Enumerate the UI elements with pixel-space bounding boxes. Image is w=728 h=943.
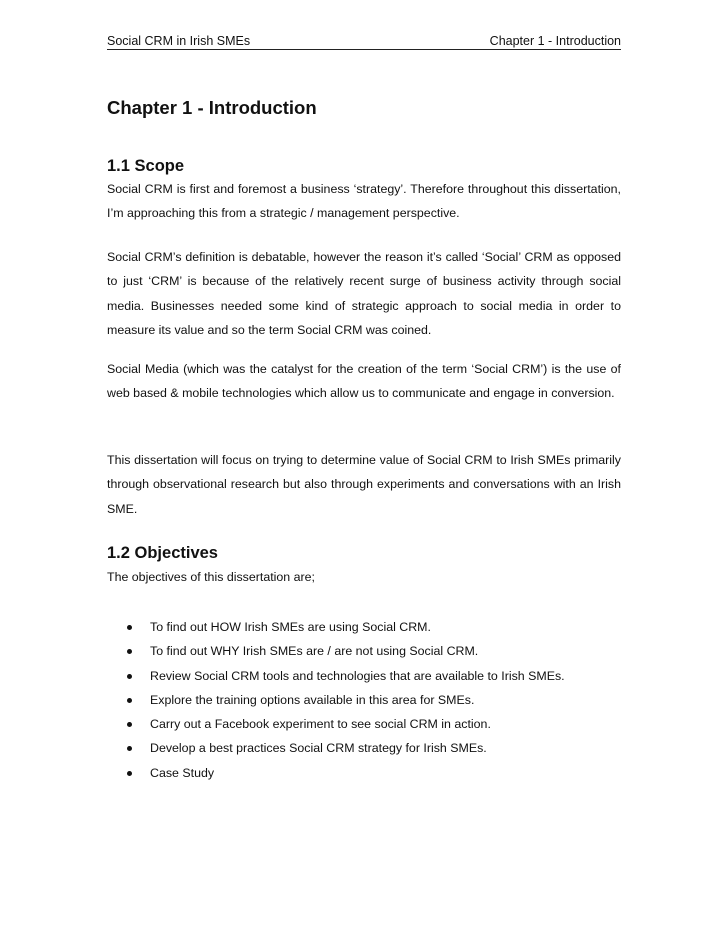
document-page bbox=[107, 0, 621, 943]
objectives-list bbox=[107, 615, 621, 785]
list-item-text: Review Social CRM tools and technologies that are available to Irish SMEs. bbox=[150, 668, 565, 683]
section-heading-objectives: 1.2 Objectives bbox=[107, 544, 218, 562]
header-chapter-label: Chapter 1 - Introduction bbox=[489, 34, 621, 48]
scope-paragraph-2: Social CRM’s definition is debatable, however the reason it’s called ‘Social’ CRM as opposed to just ‘CRM’ is because of the relatively recent surge of business activity through social media. Businesses needed some kind of strategic approach to social media in order to measure its value and so the term Social CRM was coined. bbox=[107, 250, 621, 337]
list-item-text: To find out HOW Irish SMEs are using Social CRM. bbox=[150, 620, 431, 634]
bullet-icon bbox=[127, 674, 132, 679]
running-header bbox=[107, 33, 621, 50]
chapter-title: Chapter 1 - Introduction bbox=[107, 97, 317, 118]
list-item bbox=[107, 615, 621, 639]
bullet-icon bbox=[127, 722, 132, 727]
list-item-text: Explore the training options available in this area for SMEs. bbox=[150, 692, 475, 707]
section-heading-scope: 1.1 Scope bbox=[107, 157, 185, 175]
list-item bbox=[107, 712, 621, 736]
list-item-text: Carry out a Facebook experiment to see social CRM in action. bbox=[150, 717, 491, 732]
scope-paragraph-1: Social CRM is first and foremost a business ‘strategy’. Therefore throughout this dissertation, I’m approaching this from a strategic / management perspective. bbox=[107, 182, 621, 221]
header-document-title: Social CRM in Irish SMEs bbox=[107, 34, 251, 48]
bullet-icon bbox=[127, 698, 132, 703]
scope-paragraph-4: This dissertation will focus on trying to determine value of Social CRM to Irish SMEs primarily through observational research but also through experiments and conversations with an Irish SME. bbox=[107, 453, 621, 516]
objectives-intro: The objectives of this dissertation are; bbox=[107, 570, 315, 584]
bullet-icon bbox=[127, 771, 132, 776]
list-item bbox=[107, 736, 621, 760]
list-item bbox=[107, 761, 621, 785]
list-item bbox=[107, 664, 621, 688]
scope-paragraph-3: Social Media (which was the catalyst for the creation of the term ‘Social CRM’) is the use of web based & mobile technologies which allow us to communicate and engage in conversion. bbox=[107, 362, 621, 401]
list-item-text: To find out WHY Irish SMEs are / are not using Social CRM. bbox=[150, 644, 479, 659]
list-item bbox=[107, 639, 621, 663]
bullet-icon bbox=[127, 746, 132, 751]
bullet-icon bbox=[127, 649, 132, 654]
bullet-icon bbox=[127, 625, 132, 630]
list-item-text: Develop a best practices Social CRM strategy for Irish SMEs. bbox=[150, 741, 487, 756]
list-item bbox=[107, 688, 621, 712]
list-item-text: Case Study bbox=[150, 765, 215, 780]
